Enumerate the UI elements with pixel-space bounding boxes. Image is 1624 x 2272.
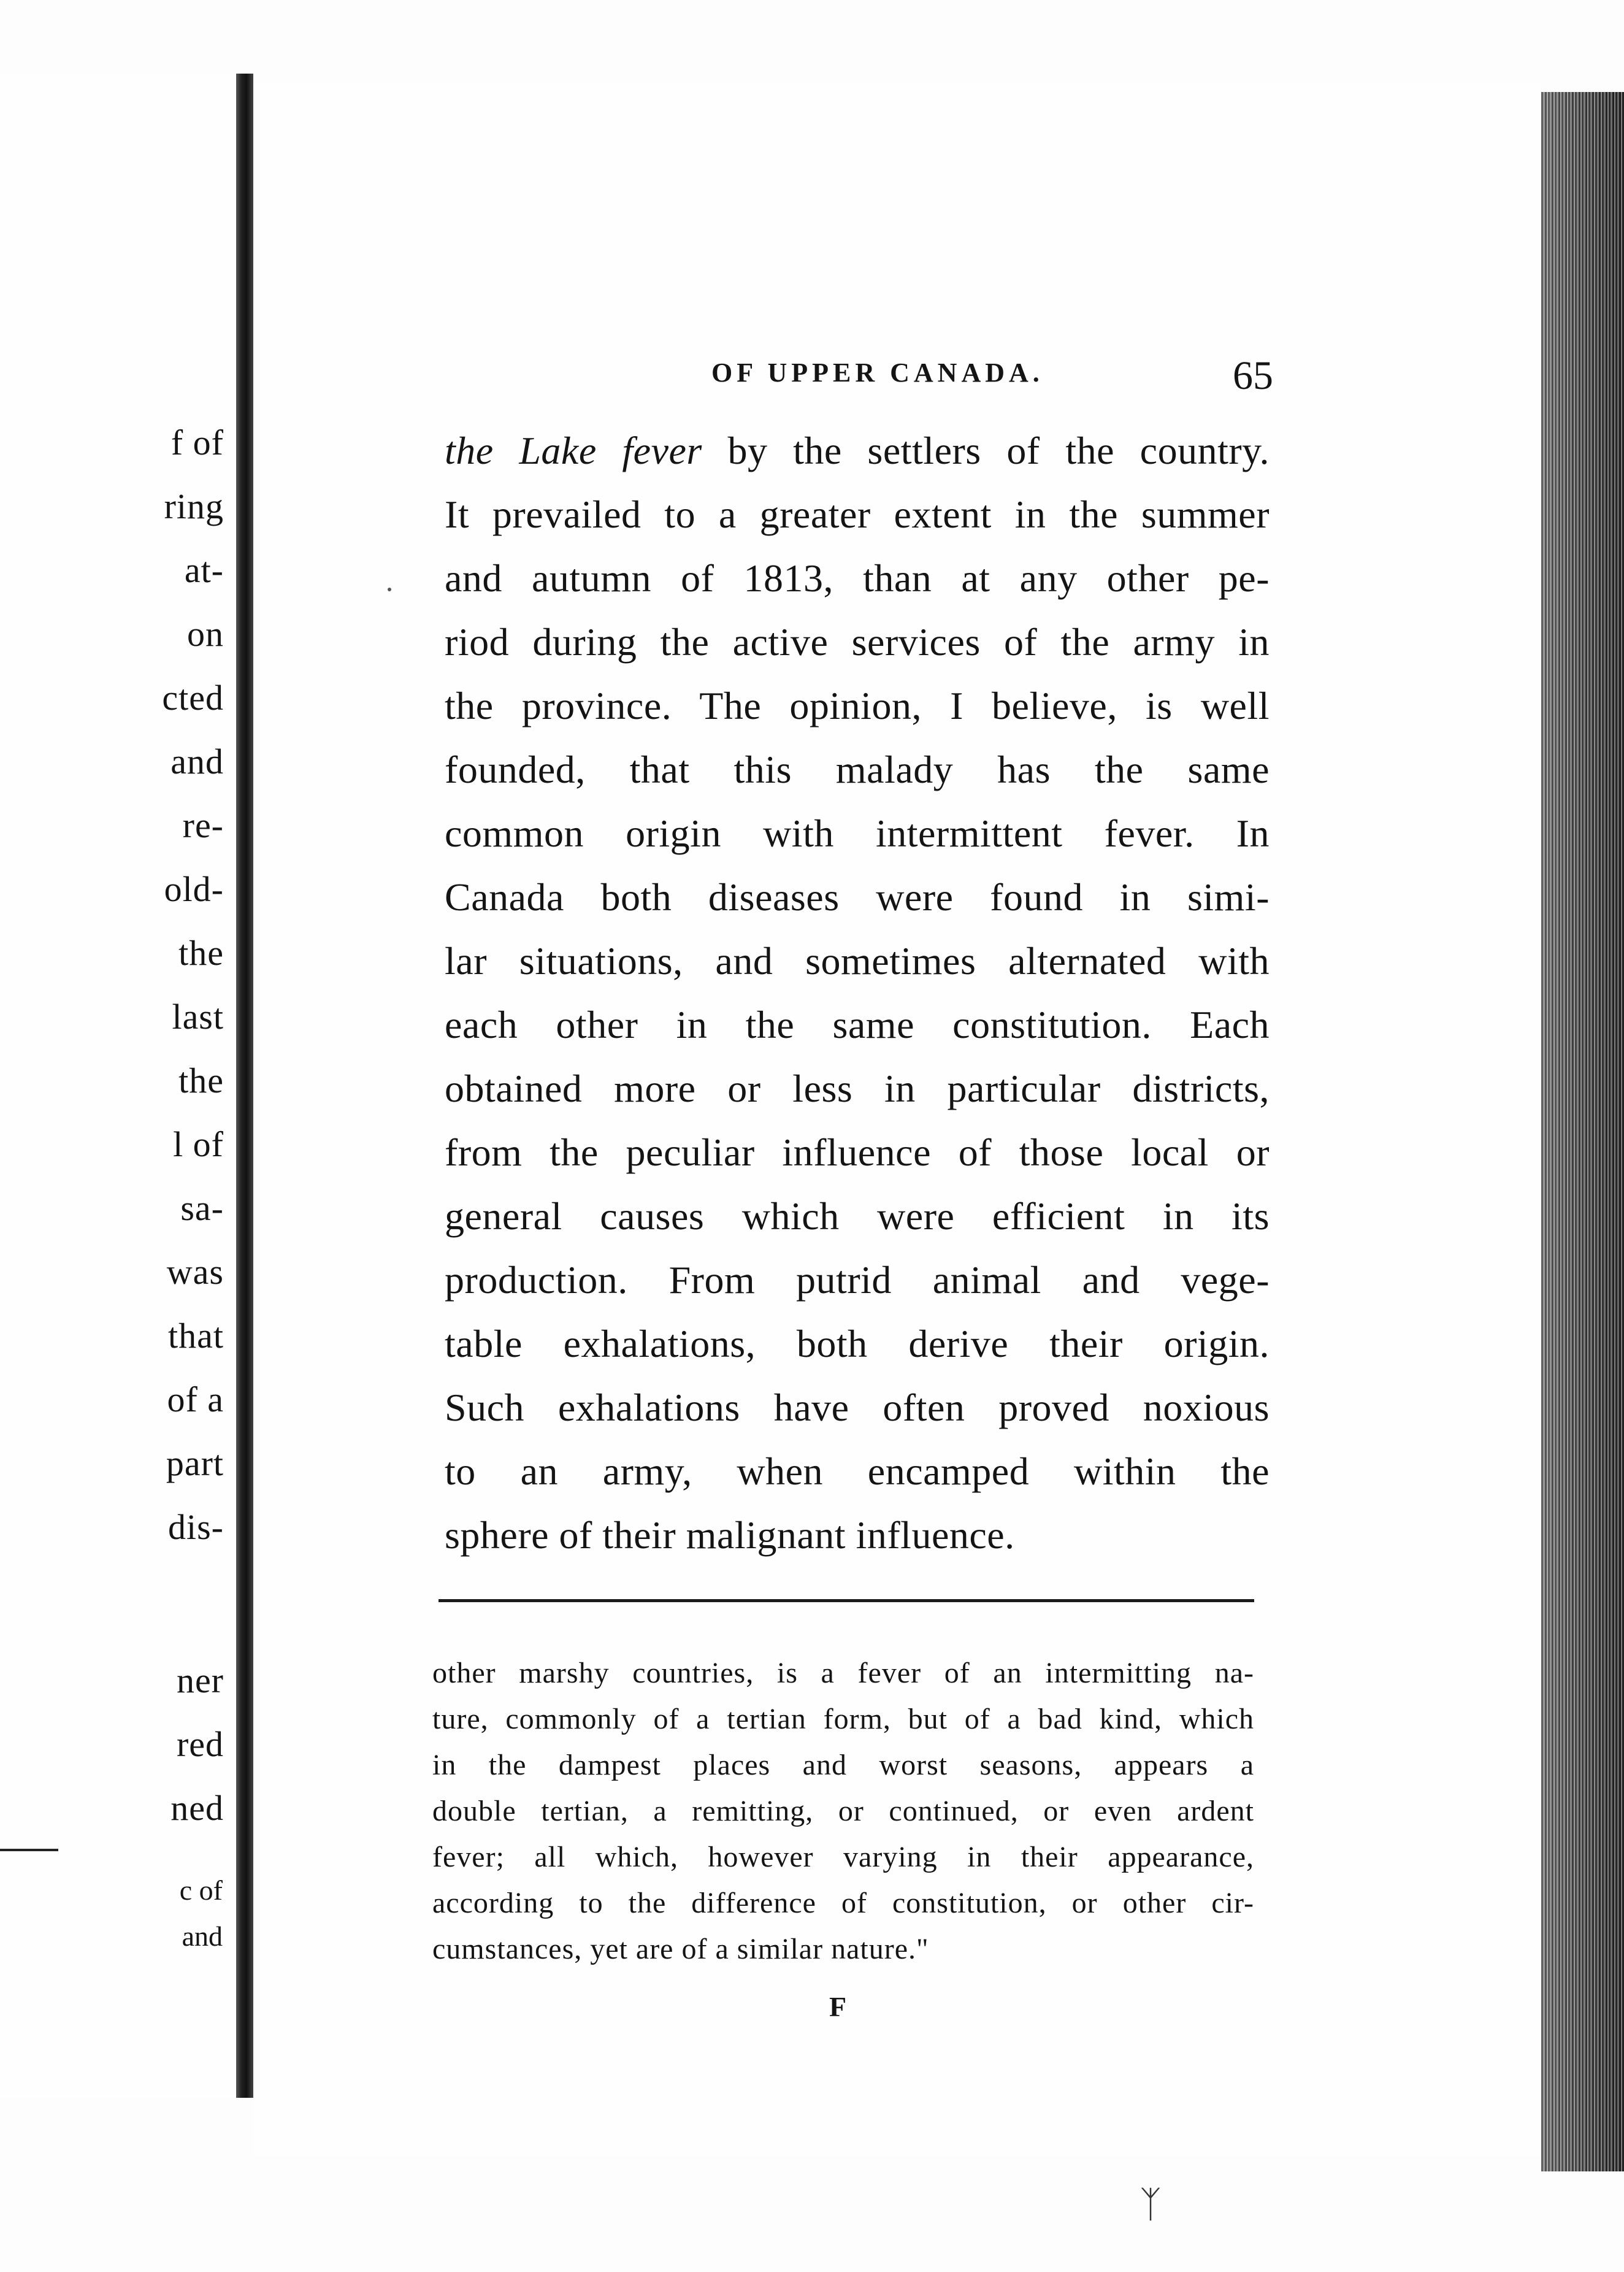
signature-mark: F: [829, 1991, 847, 2022]
body-line: It prevailed to a greater extent in the summer: [445, 493, 1270, 536]
left-line: last: [172, 997, 224, 1037]
left-line: the: [178, 933, 224, 973]
left-line: part: [166, 1443, 224, 1483]
italic-phrase: the Lake fever: [445, 429, 702, 472]
body-line: obtained more or less in particular districts,: [445, 1067, 1270, 1110]
footnote-rule: [439, 1599, 1254, 1602]
body-line: each other in the same constitution. Each: [445, 1003, 1270, 1046]
left-footnote-line: and: [182, 1921, 223, 1952]
left-line: that: [168, 1316, 224, 1356]
page-number: 65: [1233, 353, 1273, 398]
book-gutter: [236, 74, 253, 2098]
footnote-line: according to the difference of constitution, or other cir-: [432, 1887, 1254, 1919]
body-line: the province. The opinion, I believe, is well: [445, 684, 1270, 727]
body-line: Canada both diseases were found in simi-: [445, 875, 1270, 919]
body-line: Such exhalations have often proved noxious: [445, 1386, 1270, 1429]
left-line: red: [176, 1724, 224, 1764]
body-line: general causes which were efficient in its: [445, 1194, 1270, 1238]
body-line: and autumn of 1813, than at any other pe-: [445, 556, 1270, 600]
left-line: of a: [167, 1380, 224, 1419]
footnote-line: other marshy countries, is a fever of an intermitting na-: [432, 1657, 1254, 1689]
left-line: f of: [170, 423, 224, 462]
left-line: the: [178, 1061, 224, 1100]
footnote-line: ture, commonly of a tertian form, but of a bad kind, which: [432, 1703, 1254, 1735]
body-line: founded, that this malady has the same: [445, 748, 1270, 791]
body-line: table exhalations, both derive their origin.: [445, 1322, 1270, 1365]
body-line: from the peculiar influence of those local or: [445, 1130, 1270, 1174]
left-line: ned: [170, 1788, 224, 1828]
footnote-line: cumstances, yet are of a similar nature.": [432, 1933, 929, 1965]
page-stack-shade: [1541, 92, 1624, 2171]
left-footnote-rule: [0, 1849, 58, 1851]
body-line: to an army, when encamped within the: [445, 1449, 1270, 1493]
footnote-line: in the dampest places and worst seasons, appears a: [432, 1749, 1254, 1781]
left-footnote-line: c of: [179, 1875, 223, 1906]
body-line: sphere of their malignant influence.: [445, 1513, 1015, 1557]
left-line: was: [166, 1252, 224, 1292]
footnote-line: double tertian, a remitting, or continued, or even ardent: [432, 1795, 1254, 1827]
left-line: cted: [162, 678, 224, 718]
left-line: and: [170, 742, 224, 781]
left-line: old-: [164, 869, 224, 909]
left-line: re-: [182, 805, 224, 845]
body-line: riod during the active services of the army in: [445, 620, 1270, 664]
left-line: at-: [184, 550, 224, 590]
body-line: production. From putrid animal and vege-: [445, 1258, 1270, 1302]
left-line: sa-: [180, 1188, 224, 1228]
body-line: lar situations, and sometimes alternated with: [445, 939, 1270, 983]
left-line: ring: [164, 486, 224, 526]
previous-page-fragment: [0, 74, 236, 2098]
left-line: ner: [176, 1660, 224, 1700]
left-line: dis-: [168, 1507, 224, 1547]
body-line: [445, 429, 1270, 472]
running-head: OF UPPER CANADA.: [711, 358, 1044, 388]
footnote-line: fever; all which, however varying in their appearance,: [432, 1841, 1254, 1873]
body-line-text: by the settlers of the country.: [702, 429, 1270, 472]
body-line: common origin with intermittent fever. In: [445, 812, 1270, 855]
left-line: on: [187, 614, 224, 654]
left-line: l of: [173, 1124, 224, 1164]
ink-speck: [388, 588, 391, 591]
stray-ink-mark: ᛉ: [1139, 2184, 1162, 2225]
